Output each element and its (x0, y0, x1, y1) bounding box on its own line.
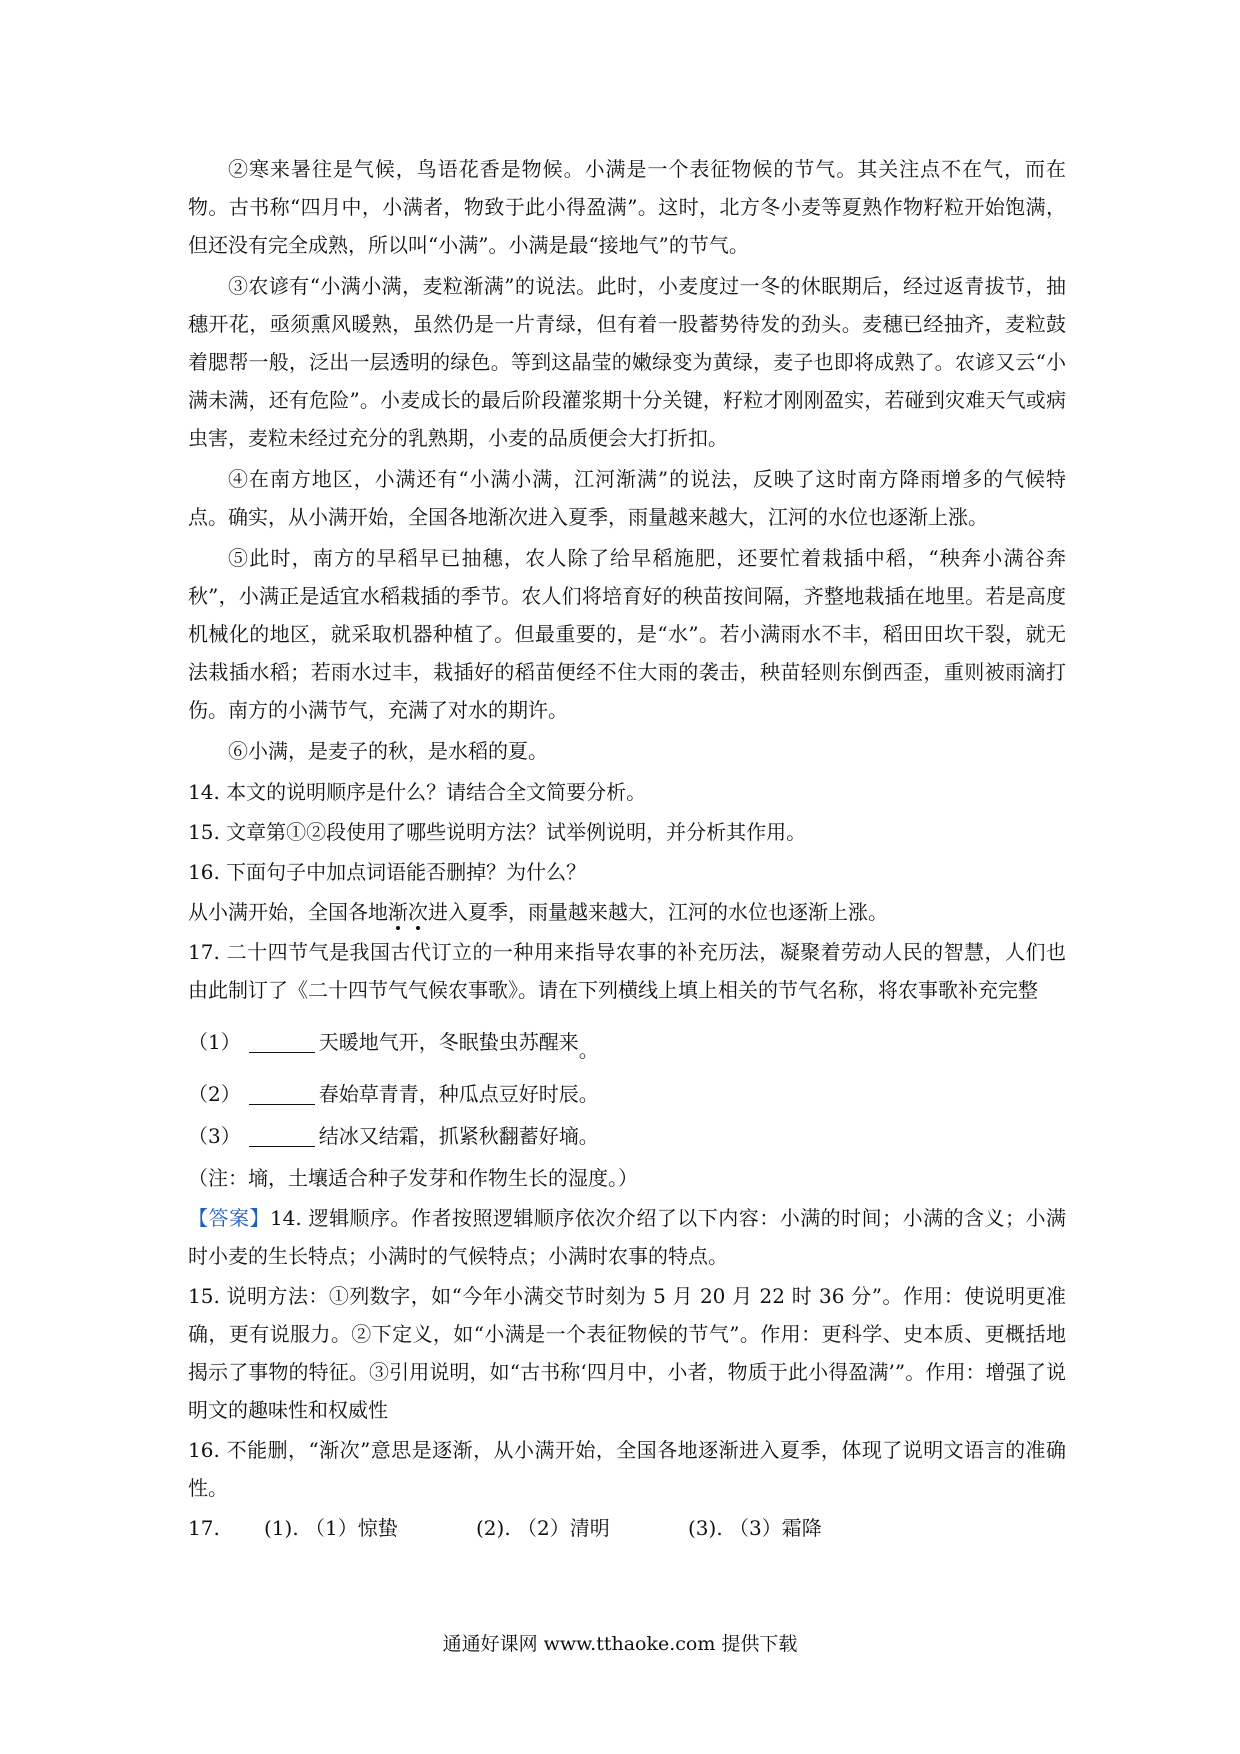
answer-17-number: 17. (188, 1516, 220, 1540)
answer-14-text: 14. 逻辑顺序。作者按照逻辑顺序依次介绍了以下内容：小满的时间；小满的含义；小满时小麦的生长特点；小满时的气候特点；小满时农事的特点。 (188, 1206, 1066, 1268)
paragraph-4: ④在南方地区，小满还有“小满小满，江河渐满”的说法，反映了这时南方降雨增多的气候特点。确实，从小满开始，全国各地渐次进入夏季，雨量越来越大，江河的水位也逐渐上涨。 (188, 467, 1066, 529)
question-16: 16. 下面句子中加点词语能否删掉？为什么？ (188, 860, 587, 884)
blank-2-label: （2） (188, 1082, 241, 1106)
fill-blank-1 (188, 1023, 1066, 1061)
blank-1-text: 天暖地气开，冬眠蛰虫苏醒来 (318, 1030, 579, 1054)
question-15: 15. 文章第①②段使用了哪些说明方法？试举例说明，并分析其作用。 (188, 820, 807, 844)
sentence-end: 进入夏季，雨量越来越大，江河的水位也逐渐上涨。 (428, 900, 888, 924)
document-body (188, 150, 1066, 1549)
paragraph-2: ②寒来暑往是气候，鸟语花香是物候。小满是一个表征物候的节气。其关注点不在气，而在物。古书称“四月中，小满者，物致于此小得盈满”。这时，北方冬小麦等夏熟作物籽粒开始饱满，但还没有完全成熟，所以叫“小满”。小满是最“接地气”的节气。 (188, 157, 1066, 257)
answer-tag: 【答案】 (188, 1206, 270, 1230)
question-14: 14. 本文的说明顺序是什么？请结合全文简要分析。 (188, 780, 647, 804)
blank-1-label: （1） (188, 1030, 241, 1054)
paragraph-3: ③农谚有“小满小满，麦粒渐满”的说法。此时，小麦度过一冬的休眠期后，经过返青拔节，抽穗开花，亟须熏风暖熟，虽然仍是一片青绿，但有着一股蓄势待发的劲头。麦穗已经抽齐，麦粒鼓着腮帮一般，泛出一层透明的绿色。等到这晶莹的嫩绿变为黄绿，麦子也即将成熟了。农谚又云“小满未满，还有危险”。小麦成长的最后阶段灌浆期十分关键，籽粒才刚刚盈实，若碰到灾难天气或病虫害，麦粒未经过充分的乳熟期，小麦的品质便会大打折扣。 (188, 274, 1066, 450)
answer-17-item-2: (2). （2）清明 (476, 1516, 610, 1540)
answer-17-item-3: (3). （3）霜降 (688, 1516, 822, 1540)
blank-1-end: 。 (578, 1038, 599, 1062)
answer-14 (188, 1199, 1066, 1275)
blank-2-line[interactable] (249, 1080, 315, 1105)
paragraph-5: ⑤此时，南方的早稻早已抽穗，农人除了给早稻施肥，还要忙着栽插中稻，“秧奔小满谷奔秋”，小满正是适宜水稻栽插的季节。农人们将培育好的秧苗按间隔，齐整地栽插在地里。若是高度机械化的地区，就采取机器种植了。但最重要的，是“水”。若小满雨水不丰，稻田田坎干裂，就无法栽插水稻；若雨水过丰，栽插好的稻苗便经不住大雨的袭击，秧苗轻则东倒西歪，重则被雨滴打伤。南方的小满节气，充满了对水的期许。 (188, 546, 1066, 722)
dotted-char-2: 次 (408, 900, 428, 924)
question-16-sentence (188, 893, 1066, 931)
blank-1-line[interactable] (249, 1028, 315, 1053)
fill-blank-2 (188, 1075, 1066, 1113)
answer-16: 16. 不能删，“渐次”意思是逐渐，从小满开始，全国各地逐渐进入夏季，体现了说明文语言的准确性。 (188, 1438, 1066, 1500)
page-footer: 通通好课网 www.tthaoke.com 提供下载 (442, 1633, 798, 1655)
blank-3-label: （3） (188, 1124, 241, 1148)
note: （注：墒，土壤适合种子发芽和作物生长的湿度。） (188, 1166, 638, 1190)
blank-3-text: 结冰又结霜，抓紧秋翻蓄好墒。 (318, 1124, 599, 1148)
dotted-char-1: 渐 (388, 900, 408, 924)
sentence-start: 从小满开始，全国各地 (188, 900, 388, 924)
answer-17-item-1: (1). （1）惊蛰 (264, 1516, 398, 1540)
question-17: 17. 二十四节气是我国古代订立的一种用来指导农事的补充历法，凝聚着劳动人民的智慧，人们也由此制订了《二十四节气气候农事歌》。请在下列横线上填上相关的节气名称，将农事歌补充完整 (188, 940, 1066, 1002)
blank-3-line[interactable] (249, 1122, 315, 1147)
fill-blank-3 (188, 1117, 1066, 1155)
blank-2-text: 春始草青青，种瓜点豆好时辰。 (318, 1082, 599, 1106)
paragraph-6: ⑥小满，是麦子的秋，是水稻的夏。 (228, 739, 548, 763)
answer-15: 15. 说明方法：①列数字，如“今年小满交节时刻为 5 月 20 月 22 时 36 分”。作用：使说明更准确，更有说服力。②下定义，如“小满是一个表征物候的节气”。作用：更科学、史本质、更概括地揭示了事物的特征。③引用说明，如“古书称‘四月中，小者，物质于此小得盈满’”。作用：增强了说明文的趣味性和权威性 (188, 1284, 1066, 1422)
answer-17 (188, 1509, 1066, 1547)
